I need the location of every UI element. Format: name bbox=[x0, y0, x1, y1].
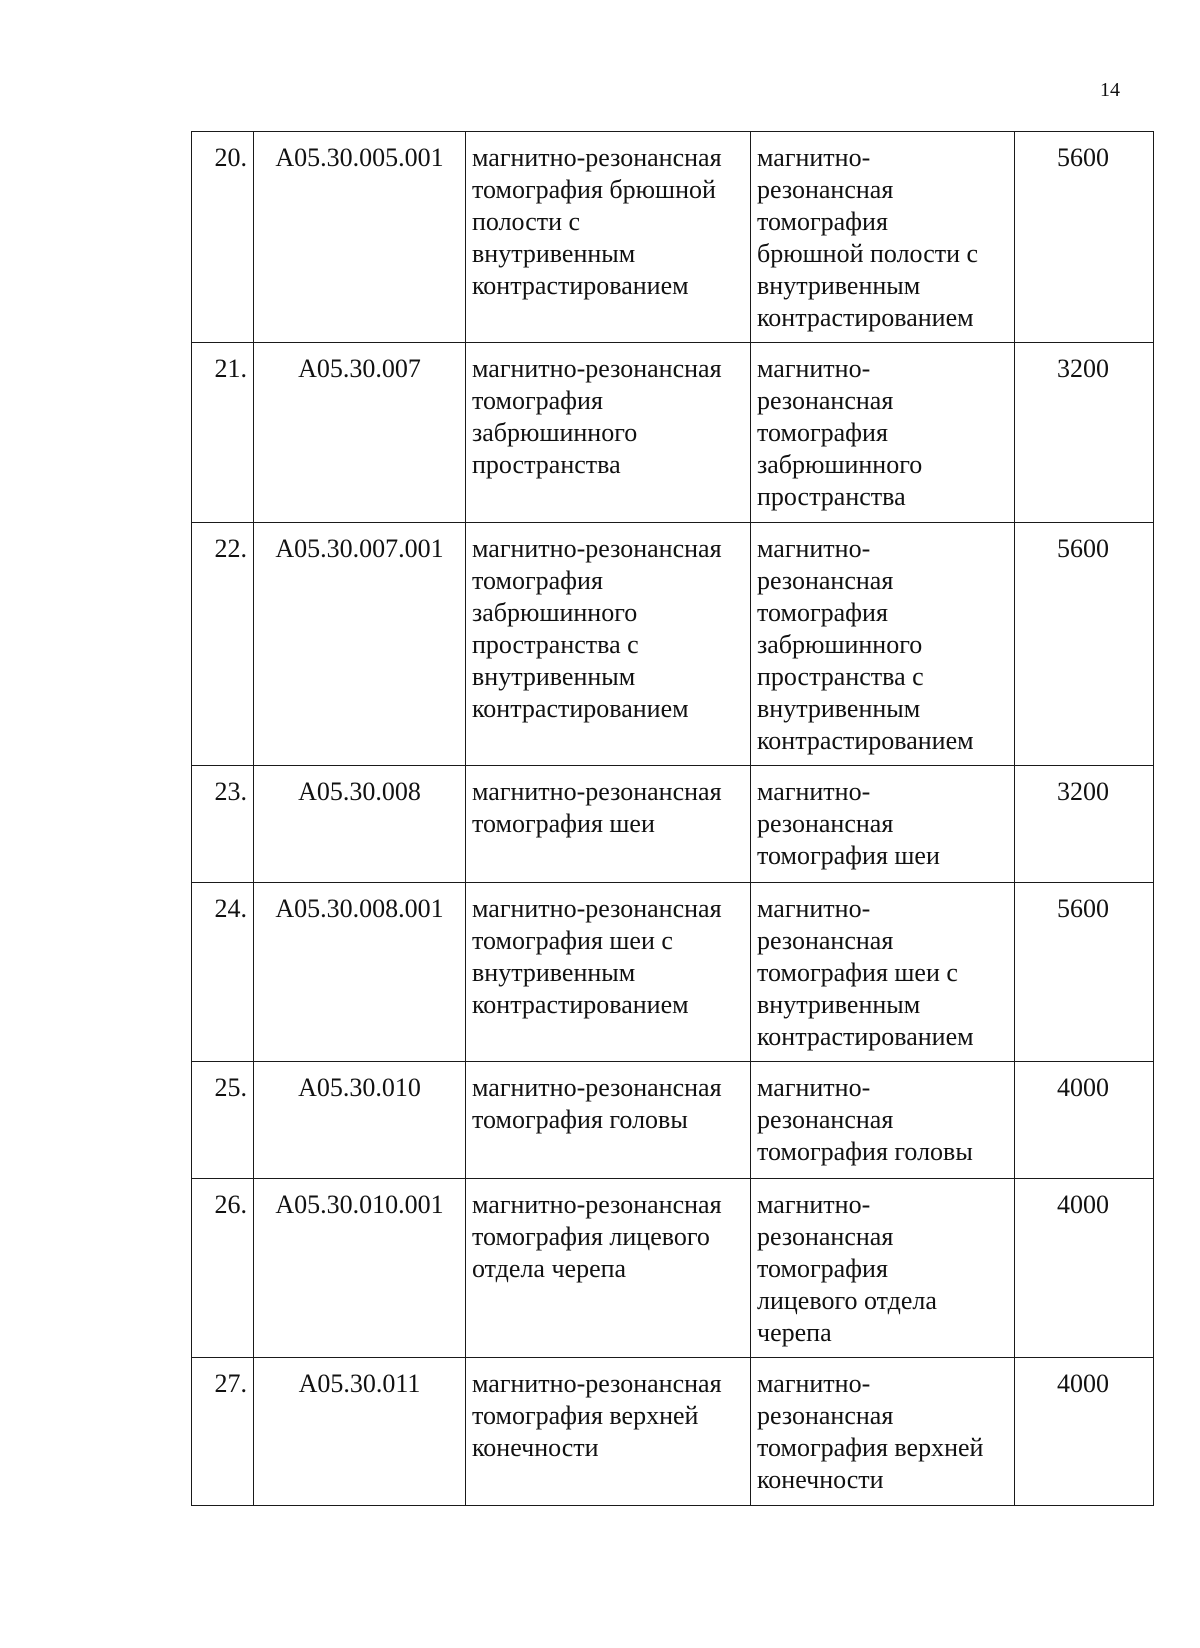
row-number: 23. bbox=[192, 766, 254, 883]
service-code: A05.30.005.001 bbox=[254, 132, 466, 343]
service-description bbox=[751, 766, 1015, 883]
service-price: 4000 bbox=[1015, 1062, 1154, 1179]
service-code: A05.30.007 bbox=[254, 343, 466, 523]
service-name-text: магнитно-резонансная томография забрюшинного пространства с внутривенным контрастированием bbox=[472, 534, 722, 723]
service-name-text: магнитно-резонансная томография верхней конечности bbox=[472, 1369, 722, 1462]
service-description bbox=[751, 132, 1015, 343]
table-row bbox=[192, 1062, 1154, 1179]
service-name bbox=[466, 523, 751, 766]
service-code: A05.30.010 bbox=[254, 1062, 466, 1179]
service-description-text: магнитно-резонансная томография лицевого отдела черепа bbox=[757, 1190, 937, 1347]
service-price: 5600 bbox=[1015, 883, 1154, 1062]
service-description bbox=[751, 523, 1015, 766]
table-row bbox=[192, 1179, 1154, 1358]
service-description bbox=[751, 1358, 1015, 1506]
row-number: 25. bbox=[192, 1062, 254, 1179]
service-name bbox=[466, 343, 751, 523]
row-number: 27. bbox=[192, 1358, 254, 1506]
row-number: 20. bbox=[192, 132, 254, 343]
service-name bbox=[466, 1062, 751, 1179]
service-description-text: магнитно-резонансная томография забрюшинного пространства с внутривенным контрастированием bbox=[757, 534, 974, 755]
table-row bbox=[192, 883, 1154, 1062]
service-name bbox=[466, 883, 751, 1062]
service-name-text: магнитно-резонансная томография головы bbox=[472, 1073, 722, 1134]
service-name-text: магнитно-резонансная томография лицевого отдела черепа bbox=[472, 1190, 722, 1283]
service-name-text: магнитно-резонансная томография забрюшинного пространства bbox=[472, 354, 722, 479]
service-price: 4000 bbox=[1015, 1358, 1154, 1506]
service-name bbox=[466, 1358, 751, 1506]
service-description-text: магнитно-резонансная томография брюшной полости с внутривенным контрастированием bbox=[757, 143, 979, 332]
service-description bbox=[751, 1062, 1015, 1179]
service-price: 3200 bbox=[1015, 766, 1154, 883]
table-row bbox=[192, 766, 1154, 883]
table-row bbox=[192, 1358, 1154, 1506]
service-description-text: магнитно-резонансная томография верхней конечности bbox=[757, 1369, 984, 1494]
row-number: 22. bbox=[192, 523, 254, 766]
service-description bbox=[751, 343, 1015, 523]
service-description bbox=[751, 883, 1015, 1062]
service-description-text: магнитно-резонансная томография шеи с внутривенным контрастированием bbox=[757, 894, 974, 1051]
service-code: A05.30.010.001 bbox=[254, 1179, 466, 1358]
service-price: 4000 bbox=[1015, 1179, 1154, 1358]
service-code: A05.30.007.001 bbox=[254, 523, 466, 766]
service-description-text: магнитно-резонансная томография головы bbox=[757, 1073, 973, 1166]
service-name-text: магнитно-резонансная томография брюшной полости с внутривенным контрастированием bbox=[472, 143, 722, 300]
row-number: 26. bbox=[192, 1179, 254, 1358]
service-price: 5600 bbox=[1015, 523, 1154, 766]
service-description-text: магнитно-резонансная томография шеи bbox=[757, 777, 940, 870]
service-name bbox=[466, 766, 751, 883]
service-name bbox=[466, 132, 751, 343]
service-price: 5600 bbox=[1015, 132, 1154, 343]
service-name bbox=[466, 1179, 751, 1358]
service-name-text: магнитно-резонансная томография шеи bbox=[472, 777, 722, 838]
service-code: A05.30.008.001 bbox=[254, 883, 466, 1062]
service-description-text: магнитно-резонансная томография забрюшинного пространства bbox=[757, 354, 923, 511]
row-number: 21. bbox=[192, 343, 254, 523]
page-number: 14 bbox=[1100, 79, 1120, 101]
service-code: A05.30.011 bbox=[254, 1358, 466, 1506]
table-row bbox=[192, 132, 1154, 343]
service-price: 3200 bbox=[1015, 343, 1154, 523]
service-description bbox=[751, 1179, 1015, 1358]
table-row bbox=[192, 343, 1154, 523]
services-price-table bbox=[191, 131, 1154, 1506]
service-name-text: магнитно-резонансная томография шеи с внутривенным контрастированием bbox=[472, 894, 722, 1019]
service-code: A05.30.008 bbox=[254, 766, 466, 883]
table-row bbox=[192, 523, 1154, 766]
row-number: 24. bbox=[192, 883, 254, 1062]
